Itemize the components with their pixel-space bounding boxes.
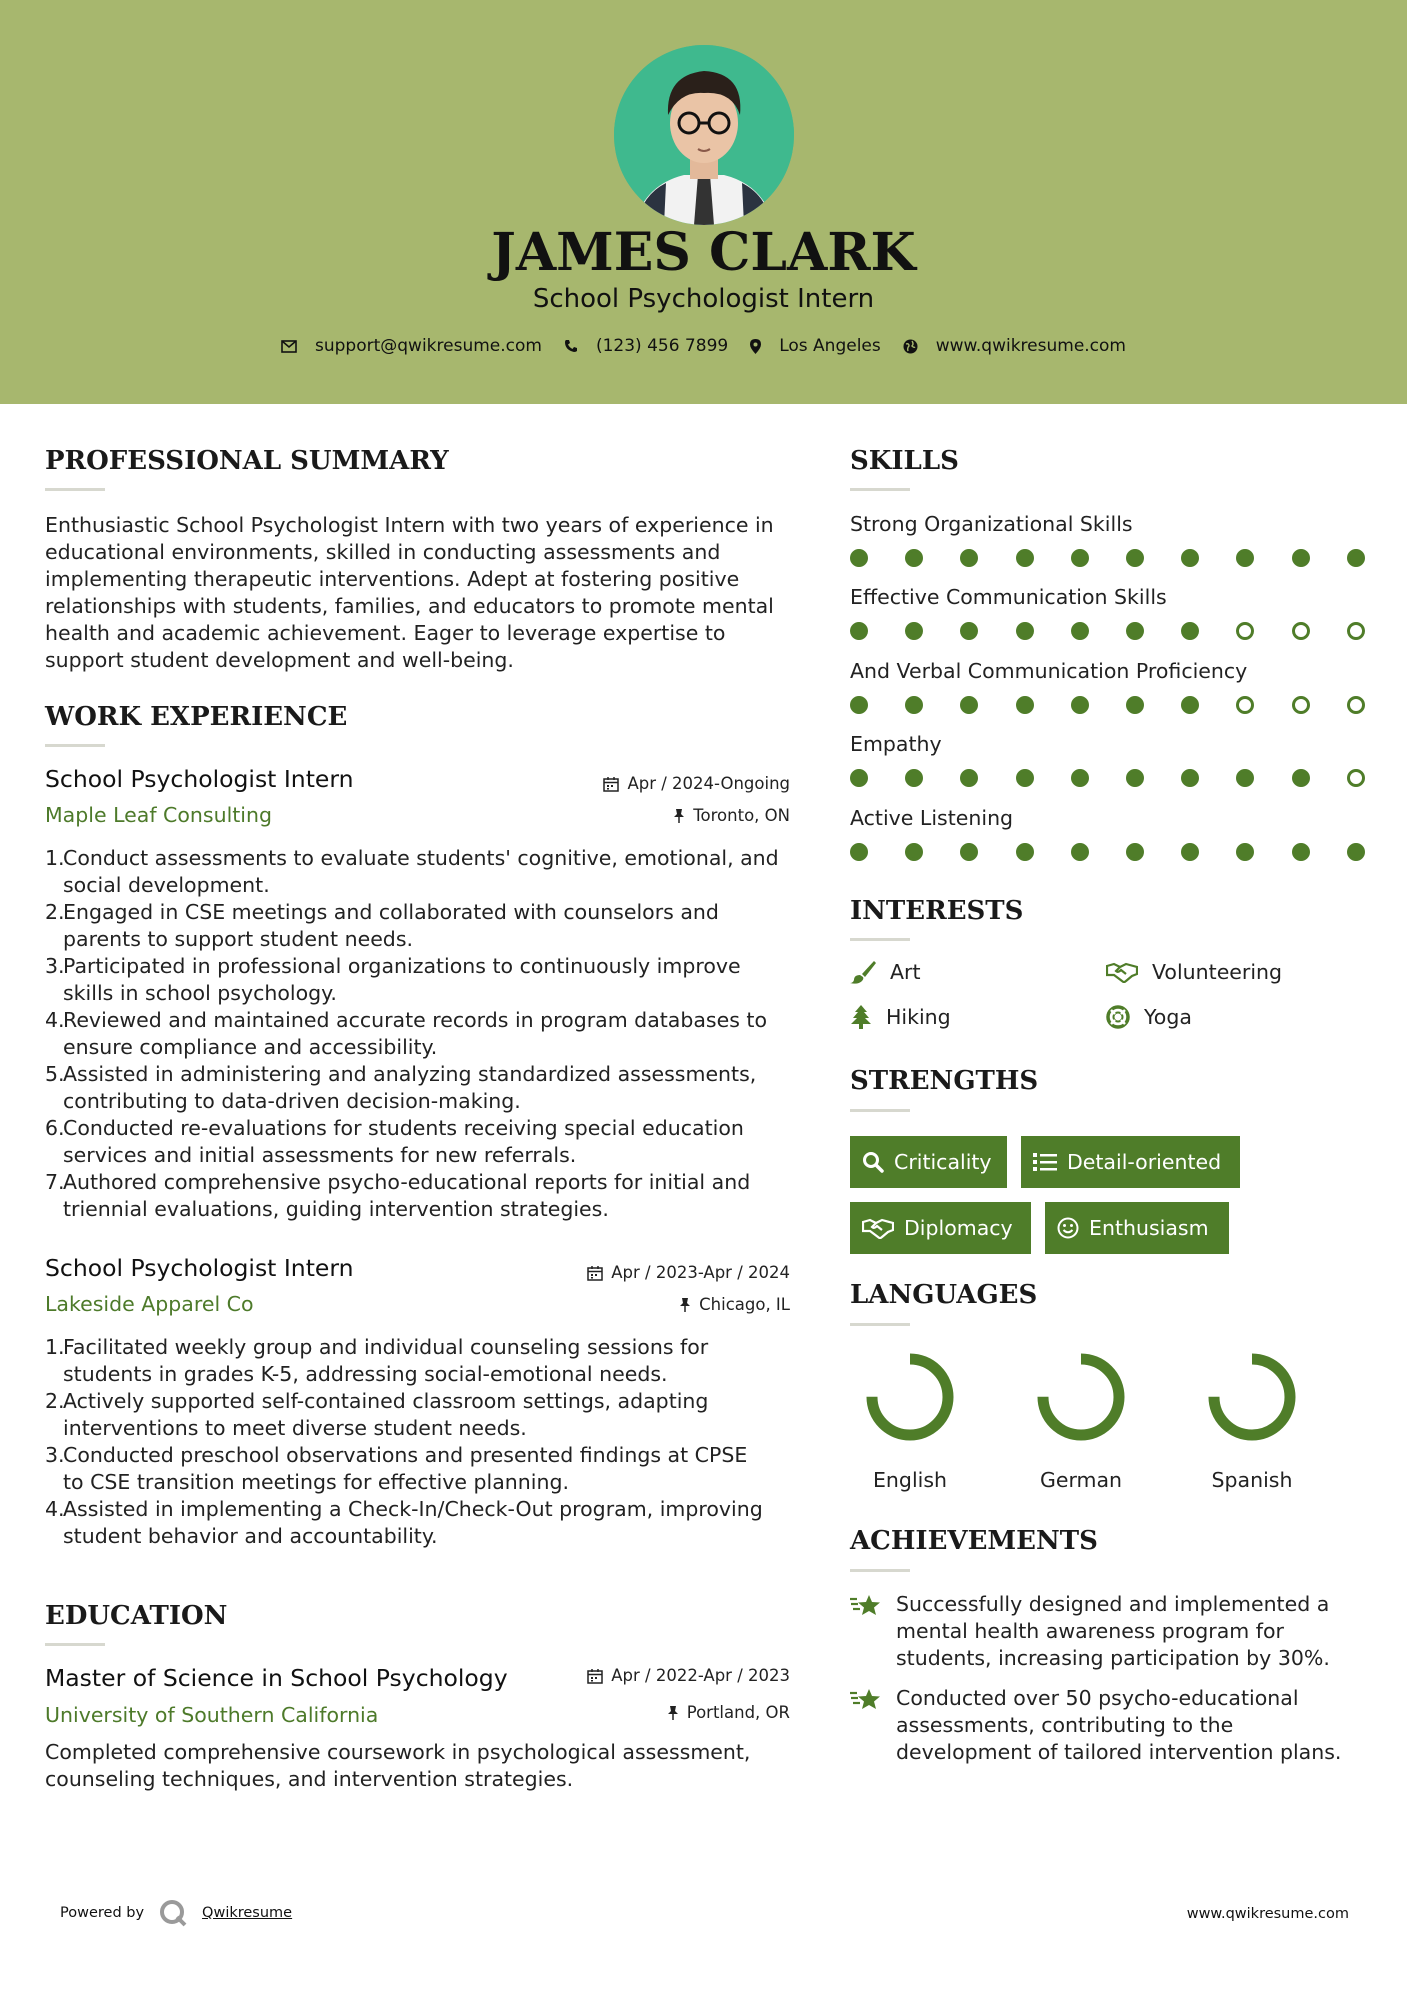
paintbrush-icon — [850, 960, 876, 984]
job-location — [679, 1295, 790, 1314]
handshake-icon — [862, 1217, 894, 1239]
summary-line: health and academic achievement. Eager to leverage expertise to — [45, 621, 726, 645]
profile-photo — [614, 45, 794, 225]
interest-item — [850, 960, 921, 984]
strength-badge — [850, 1202, 1031, 1254]
job-title: School Psychologist Intern — [45, 765, 354, 793]
skill-dot-filled — [1236, 549, 1254, 567]
skill-dot-filled — [1071, 622, 1089, 640]
skill-dot-filled — [1126, 696, 1144, 714]
skill-name: Strong Organizational Skills — [850, 512, 1133, 536]
interest-item — [850, 1005, 951, 1029]
languages-divider — [850, 1323, 910, 1326]
skill-dot-filled — [1181, 549, 1199, 567]
list-item: 6. Conducted re-evaluations for students receiving special education services and initial assessments for new referrals. — [45, 1116, 744, 1167]
education-location — [667, 1703, 790, 1722]
avatar — [614, 45, 794, 225]
language-item — [1182, 1350, 1322, 1492]
education-dates-text: Apr / 2022-Apr / 2023 — [611, 1666, 790, 1685]
skill-dot-filled — [1126, 622, 1144, 640]
phone-text: (123) 456 7899 — [595, 336, 729, 356]
skill-dot-filled — [960, 843, 978, 861]
skill-dot-filled — [1292, 843, 1310, 861]
skill-dot-filled — [1016, 622, 1034, 640]
candidate-title: School Psychologist Intern — [532, 284, 875, 314]
summary-line: relationships with students, families, and educators to promote mental — [45, 594, 774, 618]
skill-dot-filled — [850, 769, 868, 787]
summary-line: implementing therapeutic interventions. Adept at fostering positive — [45, 567, 740, 591]
skill-dot-empty — [1292, 622, 1310, 640]
achievements-divider — [850, 1569, 910, 1572]
skill-dot-filled — [850, 549, 868, 567]
strengths-divider — [850, 1109, 910, 1112]
skill-dot-filled — [1181, 622, 1199, 640]
skill-dot-filled — [960, 696, 978, 714]
experience-heading: WORK EXPERIENCE — [45, 702, 348, 732]
list-item: 1. Conduct assessments to evaluate students' cognitive, emotional, and social development. — [45, 846, 779, 897]
pushpin-icon — [667, 1705, 679, 1720]
list-item: 5. Assisted in administering and analyzing standardized assessments, contributing to data-driven decision-making. — [45, 1062, 757, 1113]
interests-divider — [850, 938, 910, 941]
email-text: support@qwikresume.com — [315, 336, 542, 356]
skill-dot-filled — [1016, 843, 1034, 861]
achievement-item: Conducted over 50 psycho-educational assessments, contributing to the development of tailored intervention plans. — [850, 1685, 1370, 1766]
language-progress-ring — [1034, 1350, 1128, 1444]
skill-dot-filled — [1181, 843, 1199, 861]
interest-label: Yoga — [1144, 1005, 1192, 1029]
skill-rating — [850, 769, 1370, 789]
skill-dot-empty — [1292, 696, 1310, 714]
skill-name: Empathy — [850, 732, 942, 756]
skill-dot-filled — [1347, 549, 1365, 567]
summary-divider — [45, 488, 105, 491]
skill-dot-filled — [1016, 769, 1034, 787]
list-item: 3. Participated in professional organizations to continuously improve skills in school psychology. — [45, 954, 741, 1005]
skill-dot-filled — [1181, 769, 1199, 787]
lifebuoy-icon — [1106, 1005, 1130, 1029]
skill-dot-filled — [1071, 696, 1089, 714]
strength-badge — [1021, 1136, 1240, 1188]
language-item — [1011, 1350, 1151, 1492]
language-item — [840, 1350, 980, 1492]
education-dates — [587, 1666, 790, 1685]
qwikresume-logo-icon — [158, 1898, 188, 1928]
achievements-heading: ACHIEVEMENTS — [850, 1526, 1098, 1556]
skill-dot-filled — [905, 696, 923, 714]
shooting-star-icon — [850, 1593, 882, 1619]
skill-dot-filled — [905, 769, 923, 787]
job-dates — [603, 774, 790, 793]
summary-line: educational environments, skilled in conducting assessments and — [45, 540, 721, 564]
website-text: www.qwikresume.com — [935, 336, 1126, 356]
strength-label: Diplomacy — [904, 1216, 1013, 1240]
contact-phone[interactable] — [564, 336, 728, 356]
summary-heading: PROFESSIONAL SUMMARY — [45, 446, 449, 476]
interest-label: Hiking — [886, 1005, 951, 1029]
strength-label: Enthusiasm — [1089, 1216, 1209, 1240]
list-item: 4. Assisted in implementing a Check-In/Check-Out program, improving student behavior and accountability. — [45, 1497, 763, 1548]
job-location-text: Chicago, IL — [699, 1295, 790, 1314]
language-label: English — [872, 1468, 948, 1492]
contact-row — [0, 336, 1407, 356]
envelope-icon — [281, 340, 297, 353]
skill-dot-filled — [960, 622, 978, 640]
language-label: German — [1039, 1468, 1123, 1492]
location-text: Los Angeles — [779, 336, 881, 356]
skill-dot-filled — [960, 769, 978, 787]
brand-link[interactable]: Qwikresume — [202, 1905, 293, 1921]
skill-dot-empty — [1347, 696, 1365, 714]
skill-dot-filled — [1292, 769, 1310, 787]
skill-dot-empty — [1236, 696, 1254, 714]
list-item: 3. Conducted preschool observations and presented findings at CPSE to CSE transition meetings for effective planning. — [45, 1443, 748, 1494]
resume-header — [0, 0, 1407, 404]
skills-heading: SKILLS — [850, 446, 959, 476]
calendar-icon — [587, 1265, 603, 1281]
skill-dot-filled — [905, 843, 923, 861]
achievement-item: Successfully designed and implemented a mental health awareness program for students, increasing participation by 30%. — [850, 1591, 1370, 1672]
contact-location — [750, 336, 881, 356]
list-item: 4. Reviewed and maintained accurate records in program databases to ensure compliance and accessibility. — [45, 1008, 767, 1059]
job-company: Maple Leaf Consulting — [45, 803, 273, 827]
strength-label: Detail-oriented — [1067, 1150, 1222, 1174]
interest-item — [1106, 1005, 1192, 1029]
skill-rating — [850, 549, 1370, 569]
pushpin-icon — [673, 808, 685, 823]
degree-title: Master of Science in School Psychology — [45, 1664, 508, 1692]
strength-badge — [1045, 1202, 1229, 1254]
skill-name: Active Listening — [850, 806, 1014, 830]
skill-dot-empty — [1347, 769, 1365, 787]
job-dates-text: Apr / 2024-Ongoing — [627, 774, 790, 793]
handshake-icon — [1106, 961, 1138, 983]
summary-line: support student development and well-being. — [45, 648, 514, 672]
skill-dot-filled — [1126, 549, 1144, 567]
skill-dot-filled — [1126, 843, 1144, 861]
education-divider — [45, 1643, 105, 1646]
skill-rating — [850, 843, 1370, 863]
skill-rating — [850, 622, 1370, 642]
skill-dot-empty — [1347, 622, 1365, 640]
skill-name: Effective Communication Skills — [850, 585, 1167, 609]
language-progress-ring — [863, 1350, 957, 1444]
shooting-star-icon — [850, 1687, 882, 1713]
language-label: Spanish — [1211, 1468, 1293, 1492]
footer-powered-by — [60, 1898, 292, 1928]
list-item: 2. Engaged in CSE meetings and collaborated with counselors and parents to support student needs. — [45, 900, 719, 951]
school-name: University of Southern California — [45, 1703, 379, 1727]
skill-dot-filled — [1071, 843, 1089, 861]
list-icon — [1033, 1152, 1057, 1172]
education-heading: EDUCATION — [45, 1601, 228, 1631]
smile-icon — [1057, 1217, 1079, 1239]
skill-dot-filled — [1016, 549, 1034, 567]
interest-label: Art — [890, 960, 921, 984]
skill-dot-filled — [1016, 696, 1034, 714]
strengths-heading: STRENGTHS — [850, 1066, 1039, 1096]
skill-name: And Verbal Communication Proficiency — [850, 659, 1248, 683]
job-dates — [587, 1263, 790, 1282]
skill-dot-filled — [1236, 843, 1254, 861]
search-icon — [862, 1151, 884, 1173]
skill-dot-filled — [1071, 769, 1089, 787]
skill-dot-filled — [905, 622, 923, 640]
phone-icon — [564, 339, 578, 353]
pushpin-icon — [679, 1297, 691, 1312]
summary-text — [45, 512, 805, 674]
list-item: 7. Authored comprehensive psycho-educational reports for initial and triennial evaluations, guiding intervention strategies. — [45, 1170, 751, 1221]
skill-dot-filled — [960, 549, 978, 567]
languages-heading: LANGUAGES — [850, 1280, 1038, 1310]
skill-dot-filled — [850, 696, 868, 714]
education-description: Completed comprehensive coursework in psychological assessment, counseling techniques, and intervention strategies. — [45, 1740, 751, 1791]
skill-dot-filled — [850, 843, 868, 861]
language-progress-ring — [1205, 1350, 1299, 1444]
job-bullets — [45, 845, 815, 1223]
contact-email[interactable] — [281, 336, 542, 356]
list-item: 1. Facilitated weekly group and individual counseling sessions for students in grades K-5, addressing social-emotional needs. — [45, 1335, 709, 1386]
skill-dot-filled — [905, 549, 923, 567]
summary-line: Enthusiastic School Psychologist Intern with two years of experience in — [45, 513, 774, 537]
calendar-icon — [587, 1668, 603, 1684]
contact-website[interactable] — [903, 336, 1126, 356]
interests-heading: INTERESTS — [850, 896, 1024, 926]
job-dates-text: Apr / 2023-Apr / 2024 — [611, 1263, 790, 1282]
skills-divider — [850, 488, 910, 491]
skill-dot-filled — [1347, 843, 1365, 861]
experience-divider — [45, 744, 105, 747]
job-location — [673, 806, 790, 825]
strength-badge — [850, 1136, 1007, 1188]
powered-by-text: Powered by — [60, 1905, 145, 1921]
skill-dot-filled — [1236, 769, 1254, 787]
interest-item — [1106, 960, 1282, 984]
interest-label: Volunteering — [1152, 960, 1283, 984]
skill-dot-filled — [1071, 549, 1089, 567]
strength-label: Criticality — [894, 1150, 992, 1174]
job-bullets — [45, 1334, 815, 1550]
skill-rating — [850, 696, 1370, 716]
footer-site-link[interactable]: www.qwikresume.com — [1186, 1906, 1349, 1922]
skill-dot-filled — [850, 622, 868, 640]
job-title: School Psychologist Intern — [45, 1254, 354, 1282]
tree-icon — [850, 1005, 872, 1029]
list-item: 2. Actively supported self-contained classroom settings, adapting interventions to meet diverse student needs. — [45, 1389, 709, 1440]
skill-dot-filled — [1126, 769, 1144, 787]
calendar-icon — [603, 776, 619, 792]
globe-icon — [903, 339, 918, 354]
job-company: Lakeside Apparel Co — [45, 1292, 254, 1316]
education-location-text: Portland, OR — [686, 1703, 790, 1722]
skill-dot-filled — [1292, 549, 1310, 567]
skill-dot-filled — [1181, 696, 1199, 714]
candidate-name: JAMES CLARK — [491, 222, 916, 283]
map-pin-icon — [750, 339, 761, 354]
skill-dot-empty — [1236, 622, 1254, 640]
job-location-text: Toronto, ON — [693, 806, 790, 825]
